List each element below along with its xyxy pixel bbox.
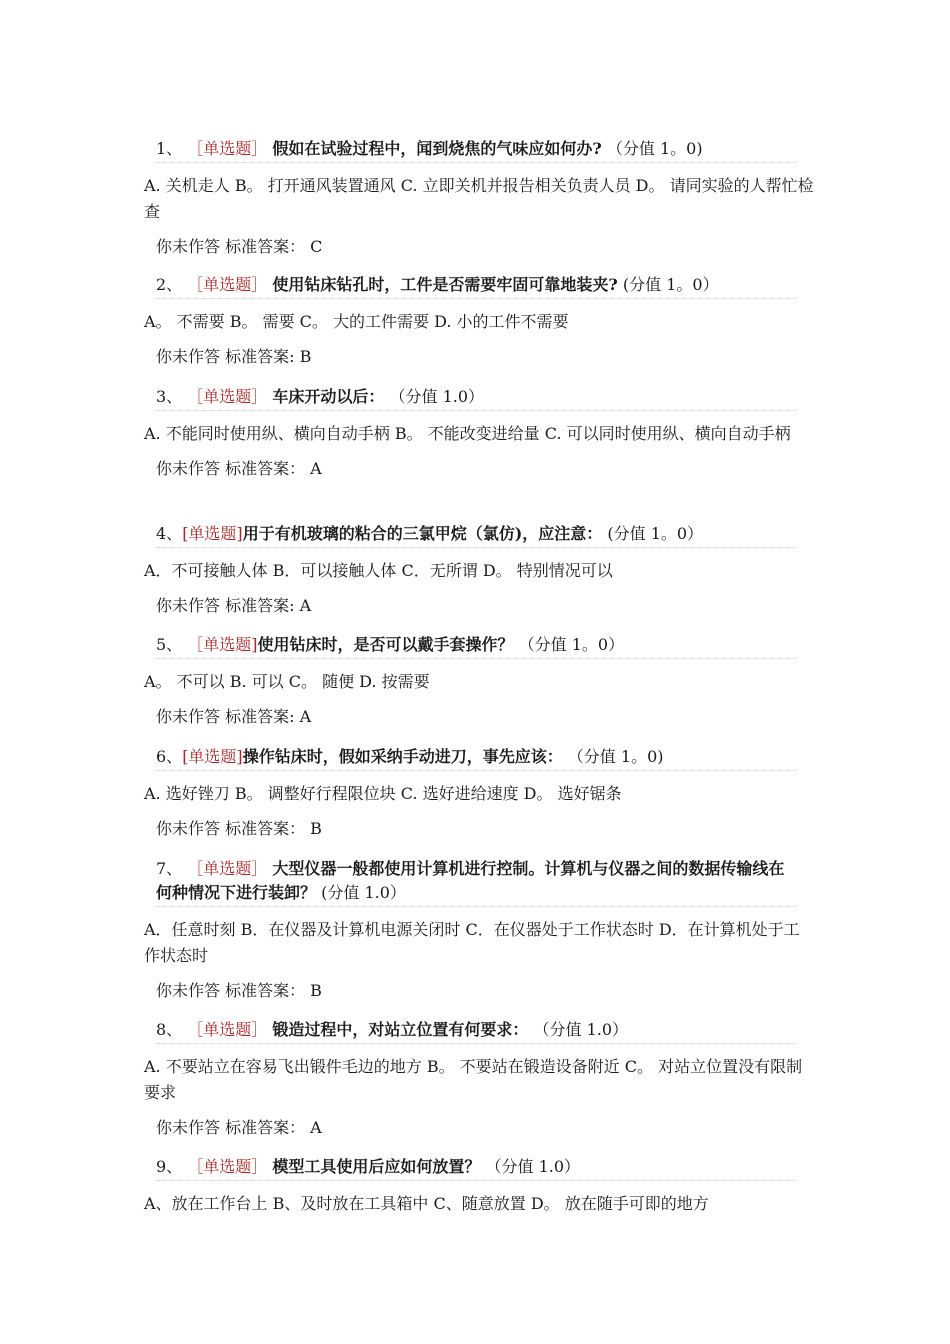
question-text: 大型仪器一般都使用计算机进行控制。计算机与仪器之间的数据传输线在何种情况下进行装卸？: [156, 859, 785, 902]
question-score: (分值 1.0）: [321, 883, 406, 902]
question-text: 模型工具使用后应如何放置？: [272, 1157, 481, 1176]
question-type: [单选题]: [182, 524, 243, 543]
question-3: [0, 385, 950, 481]
question-options: A．任意时刻 B．在仪器及计算机电源关闭时 C．在仪器处于工作状态时 D．在计算机处于工作状态时: [144, 920, 800, 965]
question-answer: 你未作答 标准答案: A: [156, 596, 312, 615]
question-1: [0, 137, 950, 259]
question-type: ［单选题］: [187, 139, 268, 158]
question-text: 锻造过程中，对站立位置有何要求：: [272, 1020, 529, 1039]
question-type: ［单选题］: [187, 1157, 268, 1176]
question-2: [0, 273, 950, 369]
question-type: ［单选题]: [187, 635, 258, 654]
question-answer: 你未作答 标准答案： B: [156, 981, 322, 1000]
question-type: ［单选题］: [187, 1020, 268, 1039]
question-options: A．不可接触人体 B．可以接触人体 C．无所谓 D。 特别情况可以: [144, 561, 613, 580]
question-header: [156, 273, 796, 299]
question-number: 9、: [156, 1157, 183, 1176]
question-score: （分值 1.0）: [485, 1157, 581, 1176]
question-number: 4、: [156, 524, 183, 543]
question-7: [0, 857, 950, 1003]
question-header: [156, 137, 796, 163]
question-number: 5、: [156, 635, 183, 654]
question-6: [0, 745, 950, 841]
question-text: 车床开动以后：: [272, 387, 385, 406]
question-9: [0, 1155, 950, 1217]
question-type: ［单选题］: [187, 387, 268, 406]
question-text: 使用钻床钻孔时，工件是否需要牢固可靠地装夹?: [272, 275, 618, 294]
question-number: 7、: [156, 859, 183, 878]
question-number: 2、: [156, 275, 183, 294]
question-header: [156, 385, 796, 411]
question-header: [156, 522, 796, 548]
question-number: 6、: [156, 747, 183, 766]
question-answer: 你未作答 标准答案： A: [156, 459, 322, 478]
question-header: [156, 1018, 796, 1044]
question-score: （分值 1.0）: [533, 1020, 629, 1039]
question-5: [0, 633, 950, 729]
question-4: [0, 522, 950, 618]
question-header: [156, 633, 796, 659]
question-text: 用于有机玻璃的粘合的三氯甲烷（氯仿)，应注意：: [242, 524, 603, 543]
question-options: A. 选好锉刀 B。 调整好行程限位块 C. 选好进给速度 D。 选好锯条: [144, 784, 622, 803]
question-header: [156, 857, 796, 907]
question-options: A. 不能同时使用纵、横向自动手柄 B。 不能改变进给量 C. 可以同时使用纵、横向自动手柄: [144, 424, 791, 443]
question-options: A. 关机走人 B。 打开通风装置通风 C. 立即关机并报告相关负责人员 D。 请同实验的人帮忙检查: [144, 176, 814, 221]
question-options: A。 不可以 B. 可以 C。 随便 D. 按需要: [144, 672, 430, 691]
question-options: A。 不需要 B。 需要 C。 大的工件需要 D. 小的工件不需要: [144, 312, 569, 331]
question-type: ［单选题］: [187, 275, 268, 294]
question-text: 操作钻床时，假如采纳手动进刀，事先应该：: [242, 747, 563, 766]
question-number: 1、: [156, 139, 183, 158]
question-answer: 你未作答 标准答案： C: [156, 237, 323, 256]
question-type: ［单选题］: [187, 859, 268, 878]
question-type: [单选题]: [182, 747, 243, 766]
question-options: A. 不要站立在容易飞出锻件毛边的地方 B。 不要站在锻造设备附近 C。 对站立位置没有限制要求: [144, 1057, 803, 1102]
question-text: 使用钻床时，是否可以戴手套操作？: [257, 635, 514, 654]
question-number: 3、: [156, 387, 183, 406]
question-answer: 你未作答 标准答案： A: [156, 1118, 322, 1137]
question-options: A、放在工作台上 B、及时放在工具箱中 C、随意放置 D。 放在随手可即的地方: [144, 1194, 709, 1213]
question-answer: 你未作答 标准答案: A: [156, 707, 312, 726]
question-score: （分值 1。0): [606, 139, 703, 158]
question-score: (分值 1。0）: [607, 524, 704, 543]
question-header: [156, 745, 796, 771]
question-score: （分值 1.0）: [389, 387, 485, 406]
question-score: (分值 1。0）: [622, 275, 719, 294]
question-answer: 你未作答 标准答案： B: [156, 819, 322, 838]
question-8: [0, 1018, 950, 1140]
question-header: [156, 1155, 796, 1181]
question-text: 假如在试验过程中，闻到烧焦的气味应如何办?: [272, 139, 602, 158]
question-score: （分值 1。0）: [518, 635, 625, 654]
question-answer: 你未作答 标准答案: B: [156, 347, 312, 366]
question-score: （分值 1。0): [567, 747, 664, 766]
question-number: 8、: [156, 1020, 183, 1039]
